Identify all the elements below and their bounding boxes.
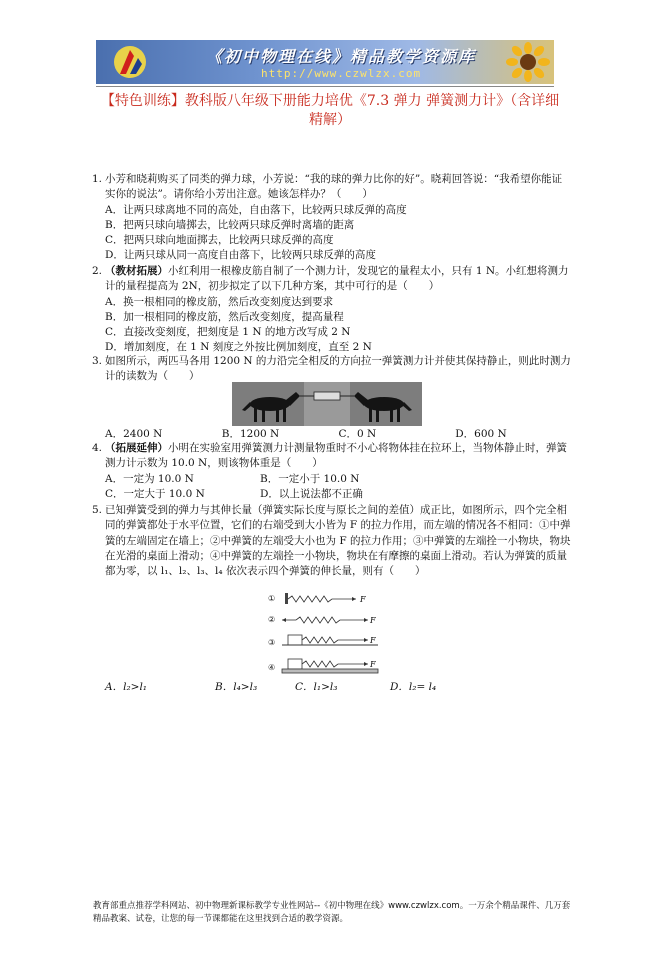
question-number: 4. xyxy=(92,442,103,454)
option-a: A．一定为 10.0 N xyxy=(105,472,194,485)
question-stem: 如图所示，两匹马各用 1200 N 的力沿完全相反的方向拉一弹簧测力计并使其保持静止，则此时测力计的读数为（ ） xyxy=(105,355,571,383)
spring-3-label: ③ xyxy=(268,638,276,647)
option-b: B．l₄>l₃ xyxy=(215,681,258,693)
question-text: 小明在实验室用弹簧测力计测量物重时不小心将物体挂在拉环上，当物体静止时，弹簧测力计示数为 10.0 N，则该物体重是（ ） xyxy=(105,442,567,470)
option-c: C．一定大于 10.0 N xyxy=(105,487,205,500)
banner-url[interactable]: http://www.czwlzx.com xyxy=(261,67,422,80)
option-b: B．加一根相同的橡皮筋，然后改变刻度，提高量程 xyxy=(105,310,344,323)
springs-figure xyxy=(268,591,398,675)
option-d: D．让两只球从同一高度自由落下，比较两只球反弹的高度 xyxy=(105,249,376,262)
question-number: 3. xyxy=(92,355,103,367)
question-stem xyxy=(105,441,572,472)
page-footer: 教育部重点推荐学科网站、初中物理新课标教学专业性网站--《初中物理在线》www.czwlzx.com。一万余个精品课件、几万套精品教案、试卷，让您的每一节课都能在这里找到合适的教学资源。 xyxy=(93,901,571,924)
spring-4-label: ④ xyxy=(268,663,276,672)
force-label: F xyxy=(370,660,376,669)
question-text: 小红利用一根橡皮筋自制了一个测力计，发现它的量程太小，只有 1 N。小红想将测力计的量程提高为 2N，初步拟定了以下几种方案，其中可行的是（ ） xyxy=(105,265,569,293)
question-2 xyxy=(92,264,572,356)
option-a: A．让两只球离地不同的高处，自由落下，比较两只球反弹的高度 xyxy=(105,203,407,216)
question-tag: （拓展延伸） xyxy=(105,442,168,454)
question-number: 2. xyxy=(92,265,103,277)
option-c: C．把两只球向地面掷去，比较两只球反弹的高度 xyxy=(105,234,334,247)
spring-2-label: ② xyxy=(268,615,276,624)
option-b: B．把两只球向墙掷去，比较两只球反弹时离墙的距离 xyxy=(105,218,355,231)
option-b: B．1200 N xyxy=(221,428,280,440)
option-a: A．2400 N xyxy=(105,428,163,440)
option-c: C．直接改变刻度，把刻度是 1 N 的地方改写成 2 N xyxy=(105,326,351,339)
question-1 xyxy=(92,172,572,264)
question-5-options xyxy=(92,680,572,695)
option-d: D．l₂= l₄ xyxy=(390,681,437,693)
option-c: C．0 N xyxy=(338,428,377,440)
question-stem: 已知弹簧受到的弹力与其伸长量（弹簧实际长度与原长之间的差值）成正比，如图所示，四个完全相同的弹簧都处于水平位置，它们的右端受到大小皆为 F 的拉力作用，而左端的情况各不相同：①中弹簧的左端固定在墙上；②中弹簧的左端受大小也为 F 的拉力作用；③中弹簧的左端拴一小物块，物块在光滑的桌面上滑动；④中弹簧的左端拴一小物块，物块在有摩擦的桌面上滑动。若认为弹簧的质量都为零，以 l₁、l₂、l₃、l₄ 依次表示四个弹簧的伸长量，则有（ ） xyxy=(105,504,571,578)
option-d: D．以上说法都不正确 xyxy=(260,487,363,500)
header-divider xyxy=(96,86,554,87)
force-label: F xyxy=(360,595,366,604)
question-number: 1. xyxy=(92,173,103,185)
spring-1-label: ① xyxy=(268,594,276,603)
question-4 xyxy=(92,441,572,502)
header-banner xyxy=(96,40,554,84)
question-tag: （教材拓展） xyxy=(105,265,168,277)
question-3 xyxy=(92,354,572,385)
question-number: 5. xyxy=(92,504,103,516)
force-label: F xyxy=(370,616,376,625)
option-d: D．600 N xyxy=(455,428,507,440)
option-d: D．增加刻度，在 1 N 刻度之外按比例加刻度，直至 2 N xyxy=(105,341,372,354)
document-title: 【特色训练】教科版八年级下册能力培优《7.3 弹力 弹簧测力计》（含详细精解） xyxy=(100,93,560,128)
question-5 xyxy=(92,503,572,579)
banner-title: 《初中物理在线》精品教学资源库 xyxy=(206,47,477,66)
option-a: A．换一根相同的橡皮筋，然后改变刻度达到要求 xyxy=(105,295,334,308)
logo-icon xyxy=(110,44,150,80)
sunflower-icon xyxy=(506,42,550,82)
question-stem xyxy=(105,264,572,295)
option-b: B．一定小于 10.0 N xyxy=(260,472,360,485)
horses-pulling-figure xyxy=(232,382,422,426)
option-c: C．l₁>l₃ xyxy=(295,681,338,693)
option-a: A．l₂>l₁ xyxy=(105,681,148,693)
question-3-options xyxy=(92,427,572,442)
force-label: F xyxy=(370,636,376,645)
question-stem: 小芳和晓莉购买了同类的弹力球，小芳说：“我的球的弹力比你的好”。晓莉回答说：“我希望你能证实你的说法”。请你给小芳出注意。她该怎样办？（ ） xyxy=(105,173,563,201)
